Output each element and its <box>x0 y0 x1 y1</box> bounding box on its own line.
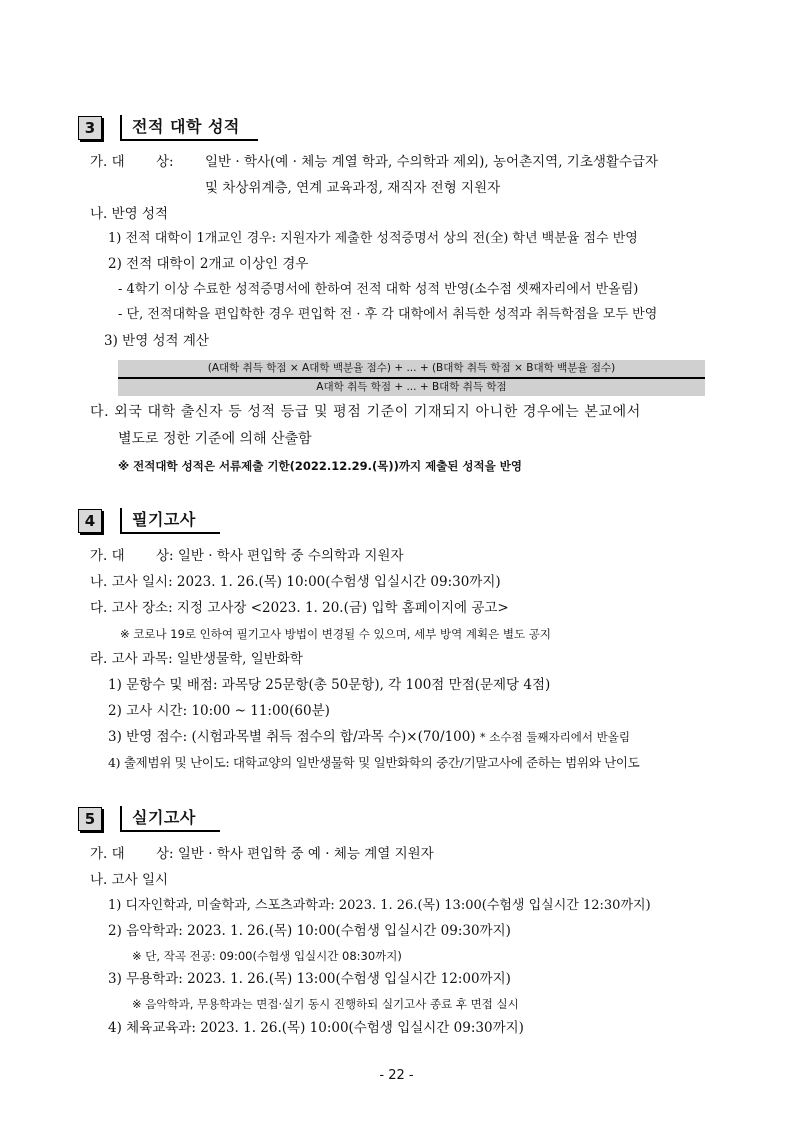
list-item: 2) 음악학과: 2023. 1. 26.(목) 10:00(수험생 입실시간 09:30까지) <box>108 923 511 939</box>
list-item: 2) 전적 대학이 2개교 이상인 경우 <box>108 256 309 272</box>
section-number-badge: 5 <box>78 807 102 831</box>
section-number-badge: 3 <box>78 116 102 140</box>
covid-note: ※ 코로나 19로 인하여 필기고사 방법이 변경될 수 있으며, 세부 방역 계획은 별도 공지 <box>120 627 551 641</box>
section-title: 전적 대학 성적 <box>120 115 258 141</box>
reflect-score-heading: 나. 반영 성적 <box>90 206 169 222</box>
exam-location: 다. 고사 장소: 지정 고사장 <2023. 1. 20.(금) 입학 홈페이지에 공고> <box>90 600 509 616</box>
target-text: 일반 · 학사(예 · 체능 계열 학과, 수의학과 제외), 농어촌지역, 기초생활수급자 <box>205 154 659 170</box>
section-3-header <box>78 115 258 141</box>
score-formula-text: 3) 반영 점수: (시험과목별 취득 점수의 합/과목 수)×(70/100) <box>108 729 476 745</box>
list-item: 4) 출제범위 및 난이도: 대학교양의 일반생물학 및 일반화학의 중간/기말고사에 준하는 범위와 난이도 <box>108 755 640 770</box>
list-item: - 4학기 이상 수료한 성적증명서에 한하여 전적 대학 성적 반영(소수점 셋째자리에서 반올림) <box>118 282 639 297</box>
list-item: 1) 전적 대학이 1개교인 경우: 지원자가 제출한 성적증명서 상의 전(全) 학년 백분율 점수 반영 <box>108 231 638 246</box>
score-formula <box>118 360 705 396</box>
page-number: - 22 - <box>379 1068 414 1083</box>
section-title: 필기고사 <box>120 508 220 534</box>
target-text: 가. 대 상: 일반 · 학사 편입학 중 예 · 체능 계열 지원자 <box>90 846 434 862</box>
list-item: - 단, 전적대학을 편입학한 경우 편입학 전 · 후 각 대학에서 취득한 성적과 취득학점을 모두 반영 <box>118 307 658 322</box>
target-text: 가. 대 상: 일반 · 학사 편입학 중 수의학과 지원자 <box>90 548 404 564</box>
deadline-note: ※ 전적대학 성적은 서류제출 기한(2022.12.29.(목))까지 제출된 성적을 반영 <box>118 459 522 473</box>
list-item: 1) 문항수 및 배점: 과목당 25문항(총 50문항), 각 100점 만점(문제당 4점) <box>108 677 551 693</box>
exam-subjects: 라. 고사 과목: 일반생물학, 일반화학 <box>90 651 303 667</box>
interview-note: ※ 음악학과, 무용학과는 면접·실기 동시 진행하되 실기고사 종료 후 면접 실시 <box>132 997 519 1011</box>
section-title: 실기고사 <box>120 806 220 832</box>
exam-datetime-heading: 나. 고사 일시 <box>90 872 169 888</box>
section-4-header <box>78 508 220 534</box>
list-item: 3) 무용학과: 2023. 1. 26.(목) 13:00(수험생 입실시간 12:00까지) <box>108 971 511 987</box>
rounding-note: * 소수점 둘째자리에서 반올림 <box>479 730 630 744</box>
target-text-cont: 및 차상위계층, 연계 교육과정, 재직자 전형 지원자 <box>205 180 501 196</box>
formula-denominator: A대학 취득 학점 + ... + B대학 취득 학점 <box>118 379 705 396</box>
list-item <box>108 728 630 746</box>
composition-note: ※ 단, 작곡 전공: 09:00(수험생 입실시간 08:30까지) <box>132 949 402 963</box>
exam-datetime: 나. 고사 일시: 2023. 1. 26.(목) 10:00(수험생 입실시간 09:30까지) <box>90 574 501 590</box>
list-item: 4) 체육교육과: 2023. 1. 26.(목) 10:00(수험생 입실시간 09:30까지) <box>108 1020 524 1036</box>
foreign-univ-text-cont: 별도로 정한 기준에 의해 산출함 <box>118 431 312 447</box>
list-item: 1) 디자인학과, 미술학과, 스포츠과학과: 2023. 1. 26.(목) 13:00(수험생 입실시간 12:30까지) <box>108 898 651 913</box>
target-label: 가. 대 상: <box>90 154 174 170</box>
section-number-badge: 4 <box>78 509 102 533</box>
foreign-univ-text: 다. 외국 대학 출신자 등 성적 등급 및 평점 기준이 기재되지 아니한 경우에는 본교에서 <box>90 404 641 420</box>
section-5-header <box>78 806 220 832</box>
list-item: 3) 반영 성적 계산 <box>104 333 209 349</box>
list-item: 2) 고사 시간: 10:00 ~ 11:00(60분) <box>108 703 330 719</box>
formula-numerator: (A대학 취득 학점 × A대학 백분율 점수) + ... + (B대학 취득 학점 × B대학 백분율 점수) <box>118 360 705 377</box>
